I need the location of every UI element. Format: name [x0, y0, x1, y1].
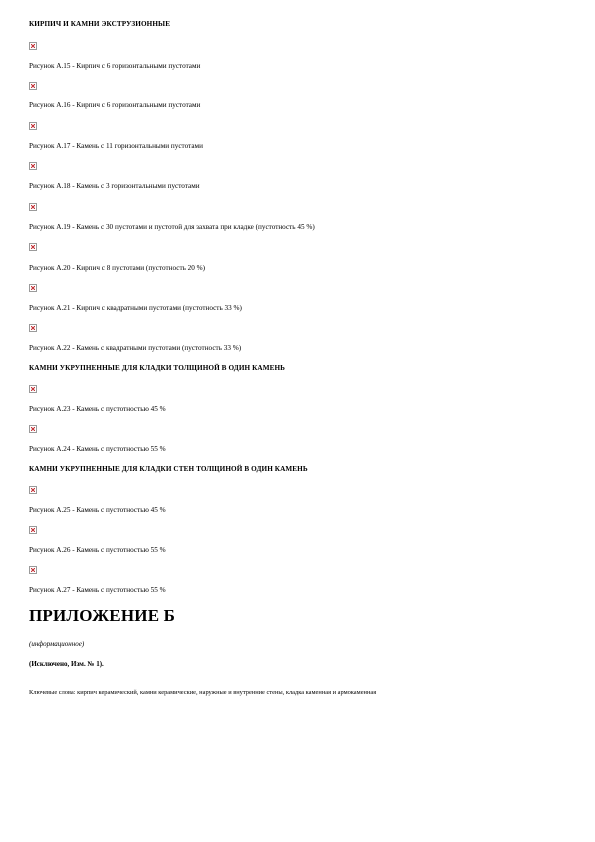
- figure-caption-a24: Рисунок А.24 - Камень с пустотностью 55 %: [29, 445, 166, 453]
- figure-caption-a19: Рисунок А.19 - Камень с 30 пустотами и пустотой для захвата при кладке (пустотность 45 %): [29, 223, 315, 231]
- broken-image-icon: [29, 162, 37, 170]
- figure-caption-a15: Рисунок А.15 - Кирпич с 6 горизонтальными пустотами: [29, 62, 201, 70]
- broken-image-icon: [29, 203, 37, 211]
- figure-caption-a26: Рисунок А.26 - Камень с пустотностью 55 %: [29, 546, 166, 554]
- keywords-line: Ключевые слова: кирпич керамический, камни керамические, наружные и внутренние стены, кладка каменная и армокаменная: [29, 689, 377, 696]
- section-heading-enlarged-walls: КАМНИ УКРУПНЕННЫЕ ДЛЯ КЛАДКИ СТЕН ТОЛЩИНОЙ В ОДИН КАМЕНЬ: [29, 465, 308, 473]
- figure-caption-a16: Рисунок А.16 - Кирпич с 6 горизонтальными пустотами: [29, 101, 201, 109]
- figure-caption-a17: Рисунок А.17 - Камень с 11 горизонтальными пустотами: [29, 142, 203, 150]
- figure-caption-a23: Рисунок А.23 - Камень с пустотностью 45 %: [29, 405, 166, 413]
- appendix-changes-note: (Исключено, Изм. № 1).: [29, 660, 104, 668]
- section-heading-extruded: КИРПИЧ И КАМНИ ЭКСТРУЗИОННЫЕ: [29, 20, 171, 28]
- broken-image-icon: [29, 486, 37, 494]
- appendix-status: (информационное): [29, 640, 85, 648]
- broken-image-icon: [29, 42, 37, 50]
- broken-image-icon: [29, 243, 37, 251]
- broken-image-icon: [29, 425, 37, 433]
- broken-image-icon: [29, 82, 37, 90]
- figure-caption-a20: Рисунок А.20 - Кирпич с 8 пустотами (пустотность 20 %): [29, 264, 206, 272]
- broken-image-icon: [29, 324, 37, 332]
- appendix-title: ПРИЛОЖЕНИЕ Б: [29, 606, 176, 625]
- figure-caption-a21: Рисунок А.21 - Кирпич с квадратными пустотами (пустотность 33 %): [29, 304, 242, 312]
- section-heading-enlarged-one-stone: КАМНИ УКРУПНЕННЫЕ ДЛЯ КЛАДКИ ТОЛЩИНОЙ В ОДИН КАМЕНЬ: [29, 364, 286, 372]
- figure-caption-a22: Рисунок А.22 - Камень с квадратными пустотами (пустотность 33 %): [29, 344, 242, 352]
- broken-image-icon: [29, 526, 37, 534]
- broken-image-icon: [29, 122, 37, 130]
- broken-image-icon: [29, 566, 37, 574]
- figure-caption-a18: Рисунок А.18 - Камень с 3 горизонтальными пустотами: [29, 182, 200, 190]
- figure-caption-a27: Рисунок А.27 - Камень с пустотностью 55 %: [29, 586, 166, 594]
- broken-image-icon: [29, 385, 37, 393]
- figure-caption-a25: Рисунок А.25 - Камень с пустотностью 45 %: [29, 506, 166, 514]
- broken-image-icon: [29, 284, 37, 292]
